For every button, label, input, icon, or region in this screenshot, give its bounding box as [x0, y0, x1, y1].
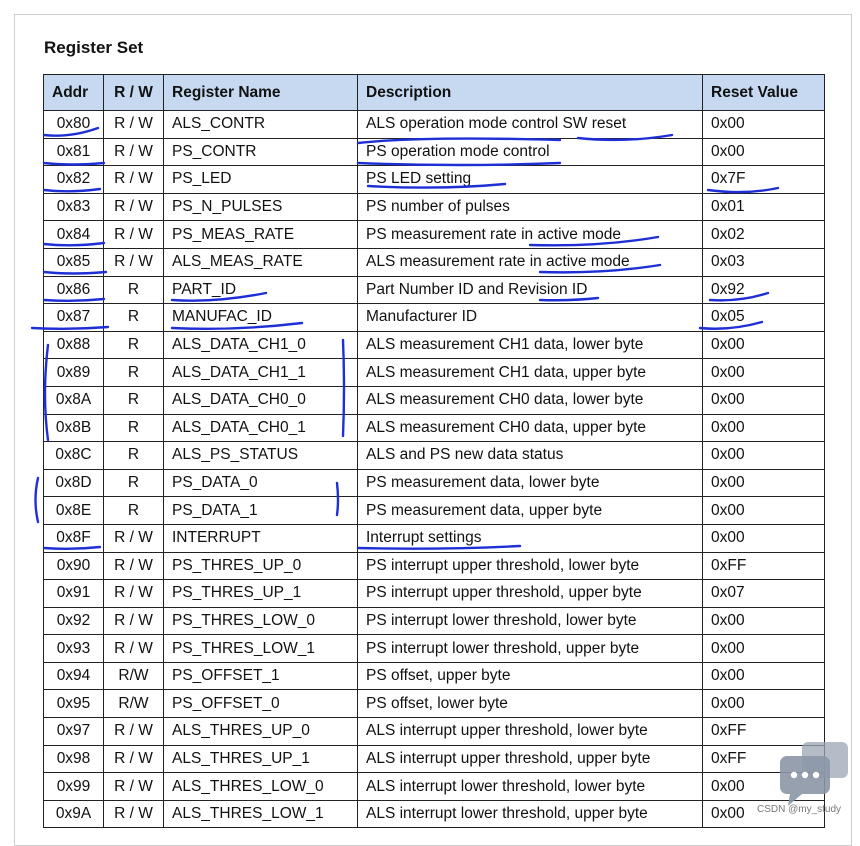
cell-addr: 0x88 [44, 331, 104, 359]
cell-register-name: PS_OFFSET_0 [164, 690, 358, 718]
cell-reset-value: 0x00 [703, 414, 825, 442]
header-description: Description [358, 75, 703, 111]
cell-addr: 0x83 [44, 193, 104, 221]
cell-addr: 0x84 [44, 221, 104, 249]
table-row [44, 331, 825, 359]
cell-rw: R / W [104, 580, 164, 608]
cell-addr: 0x8D [44, 469, 104, 497]
cell-rw: R [104, 414, 164, 442]
cell-reset-value: 0x00 [703, 690, 825, 718]
cell-reset-value: 0x00 [703, 442, 825, 470]
cell-addr: 0x90 [44, 552, 104, 580]
cell-addr: 0x94 [44, 662, 104, 690]
cell-rw: R / W [104, 607, 164, 635]
cell-rw: R [104, 304, 164, 332]
cell-rw: R [104, 469, 164, 497]
cell-rw: R [104, 359, 164, 387]
cell-addr: 0x99 [44, 773, 104, 801]
cell-description: PS offset, lower byte [358, 690, 703, 718]
cell-register-name: PS_THRES_UP_1 [164, 580, 358, 608]
cell-reset-value: 0x00 [703, 111, 825, 139]
cell-register-name: ALS_THRES_UP_1 [164, 745, 358, 773]
cell-description: PS measurement data, lower byte [358, 469, 703, 497]
watermark: CSDN @my_study [757, 804, 842, 815]
cell-reset-value: 0x00 [703, 524, 825, 552]
table-row [44, 552, 825, 580]
cell-reset-value: 0x00 [703, 359, 825, 387]
table-row [44, 469, 825, 497]
cell-rw: R / W [104, 635, 164, 663]
cell-addr: 0x92 [44, 607, 104, 635]
cell-register-name: ALS_DATA_CH0_0 [164, 386, 358, 414]
cell-register-name: PART_ID [164, 276, 358, 304]
cell-rw: R / W [104, 773, 164, 801]
cell-register-name: ALS_CONTR [164, 111, 358, 139]
table-row [44, 414, 825, 442]
cell-rw: R [104, 276, 164, 304]
cell-addr: 0x8E [44, 497, 104, 525]
cell-description: Part Number ID and Revision ID [358, 276, 703, 304]
cell-rw: R / W [104, 111, 164, 139]
table-row [44, 580, 825, 608]
table-row [44, 690, 825, 718]
cell-rw: R [104, 386, 164, 414]
table-row [44, 193, 825, 221]
table-row [44, 138, 825, 166]
cell-addr: 0x86 [44, 276, 104, 304]
cell-description: PS number of pulses [358, 193, 703, 221]
cell-description: ALS interrupt upper threshold, upper byte [358, 745, 703, 773]
cell-register-name: PS_THRES_UP_0 [164, 552, 358, 580]
cell-addr: 0x89 [44, 359, 104, 387]
table-row [44, 248, 825, 276]
section-title: Register Set [44, 38, 144, 57]
cell-rw: R / W [104, 745, 164, 773]
cell-rw: R [104, 497, 164, 525]
cell-reset-value: 0x00 [703, 607, 825, 635]
cell-reset-value: 0x03 [703, 248, 825, 276]
table-row [44, 773, 825, 801]
cell-rw: R [104, 442, 164, 470]
cell-addr: 0x80 [44, 111, 104, 139]
cell-reset-value: 0x7F [703, 166, 825, 194]
header-addr: Addr [44, 75, 104, 111]
cell-addr: 0x93 [44, 635, 104, 663]
cell-description: PS interrupt lower threshold, upper byte [358, 635, 703, 663]
cell-reset-value: 0x02 [703, 221, 825, 249]
cell-description: ALS measurement CH1 data, upper byte [358, 359, 703, 387]
table-row [44, 607, 825, 635]
cell-addr: 0x8F [44, 524, 104, 552]
cell-rw: R / W [104, 166, 164, 194]
cell-description: PS offset, upper byte [358, 662, 703, 690]
cell-rw: R / W [104, 552, 164, 580]
cell-reset-value: 0x07 [703, 580, 825, 608]
cell-register-name: ALS_DATA_CH0_1 [164, 414, 358, 442]
table-row [44, 111, 825, 139]
cell-rw: R / W [104, 800, 164, 828]
cell-register-name: INTERRUPT [164, 524, 358, 552]
cell-addr: 0x8C [44, 442, 104, 470]
cell-reset-value: 0x92 [703, 276, 825, 304]
cell-reset-value: 0x00 [703, 800, 825, 828]
table-row [44, 497, 825, 525]
header-rw: R / W [104, 75, 164, 111]
cell-addr: 0x9A [44, 800, 104, 828]
cell-addr: 0x95 [44, 690, 104, 718]
table-row [44, 524, 825, 552]
table-header-row [44, 75, 825, 111]
cell-description: ALS measurement CH1 data, lower byte [358, 331, 703, 359]
cell-rw: R/W [104, 690, 164, 718]
cell-register-name: PS_CONTR [164, 138, 358, 166]
cell-register-name: ALS_DATA_CH1_1 [164, 359, 358, 387]
header-reset-value: Reset Value [703, 75, 825, 111]
cell-register-name: ALS_THRES_LOW_1 [164, 800, 358, 828]
table-row [44, 442, 825, 470]
cell-description: PS measurement rate in active mode [358, 221, 703, 249]
cell-register-name: MANUFAC_ID [164, 304, 358, 332]
cell-addr: 0x82 [44, 166, 104, 194]
table-row [44, 718, 825, 746]
table-row [44, 304, 825, 332]
cell-reset-value: 0x00 [703, 635, 825, 663]
cell-reset-value: 0xFF [703, 745, 825, 773]
cell-register-name: PS_N_PULSES [164, 193, 358, 221]
chat-bubble-icon[interactable] [778, 742, 850, 808]
cell-reset-value: 0x00 [703, 497, 825, 525]
cell-description: PS interrupt lower threshold, lower byte [358, 607, 703, 635]
cell-description: Manufacturer ID [358, 304, 703, 332]
cell-register-name: ALS_MEAS_RATE [164, 248, 358, 276]
cell-register-name: PS_OFFSET_1 [164, 662, 358, 690]
cell-reset-value: 0x01 [703, 193, 825, 221]
cell-description: ALS measurement CH0 data, lower byte [358, 386, 703, 414]
cell-reset-value: 0xFF [703, 552, 825, 580]
table-row [44, 276, 825, 304]
cell-addr: 0x98 [44, 745, 104, 773]
cell-rw: R [104, 331, 164, 359]
table-row [44, 166, 825, 194]
cell-addr: 0x97 [44, 718, 104, 746]
table-row [44, 359, 825, 387]
cell-register-name: PS_DATA_1 [164, 497, 358, 525]
cell-register-name: ALS_DATA_CH1_0 [164, 331, 358, 359]
cell-addr: 0x8B [44, 414, 104, 442]
register-table [43, 74, 825, 828]
cell-reset-value: 0x00 [703, 138, 825, 166]
cell-description: PS operation mode control [358, 138, 703, 166]
cell-register-name: PS_MEAS_RATE [164, 221, 358, 249]
cell-rw: R / W [104, 248, 164, 276]
cell-reset-value: 0x00 [703, 386, 825, 414]
cell-reset-value: 0x00 [703, 662, 825, 690]
table-row [44, 800, 825, 828]
cell-description: ALS interrupt upper threshold, lower byte [358, 718, 703, 746]
cell-register-name: PS_LED [164, 166, 358, 194]
cell-addr: 0x91 [44, 580, 104, 608]
table-row [44, 745, 825, 773]
cell-register-name: PS_THRES_LOW_1 [164, 635, 358, 663]
header-register-name: Register Name [164, 75, 358, 111]
cell-description: ALS measurement CH0 data, upper byte [358, 414, 703, 442]
cell-description: PS interrupt upper threshold, lower byte [358, 552, 703, 580]
cell-register-name: ALS_THRES_LOW_0 [164, 773, 358, 801]
cell-addr: 0x85 [44, 248, 104, 276]
cell-register-name: ALS_PS_STATUS [164, 442, 358, 470]
cell-addr: 0x81 [44, 138, 104, 166]
cell-rw: R / W [104, 221, 164, 249]
cell-description: ALS operation mode control SW reset [358, 111, 703, 139]
cell-rw: R / W [104, 524, 164, 552]
cell-description: ALS interrupt lower threshold, lower byte [358, 773, 703, 801]
table-row [44, 386, 825, 414]
cell-addr: 0x8A [44, 386, 104, 414]
cell-register-name: PS_THRES_LOW_0 [164, 607, 358, 635]
cell-description: Interrupt settings [358, 524, 703, 552]
table-row [44, 662, 825, 690]
cell-rw: R / W [104, 193, 164, 221]
cell-reset-value: 0x00 [703, 773, 825, 801]
cell-rw: R/W [104, 662, 164, 690]
cell-reset-value: 0x05 [703, 304, 825, 332]
cell-reset-value: 0x00 [703, 469, 825, 497]
cell-reset-value: 0xFF [703, 718, 825, 746]
table-row [44, 635, 825, 663]
cell-description: ALS and PS new data status [358, 442, 703, 470]
cell-description: PS measurement data, upper byte [358, 497, 703, 525]
cell-rw: R / W [104, 138, 164, 166]
cell-description: ALS measurement rate in active mode [358, 248, 703, 276]
cell-reset-value: 0x00 [703, 331, 825, 359]
cell-addr: 0x87 [44, 304, 104, 332]
cell-description: PS interrupt upper threshold, upper byte [358, 580, 703, 608]
cell-rw: R / W [104, 718, 164, 746]
table-row [44, 221, 825, 249]
cell-description: PS LED setting [358, 166, 703, 194]
cell-register-name: ALS_THRES_UP_0 [164, 718, 358, 746]
cell-description: ALS interrupt lower threshold, upper byte [358, 800, 703, 828]
cell-register-name: PS_DATA_0 [164, 469, 358, 497]
